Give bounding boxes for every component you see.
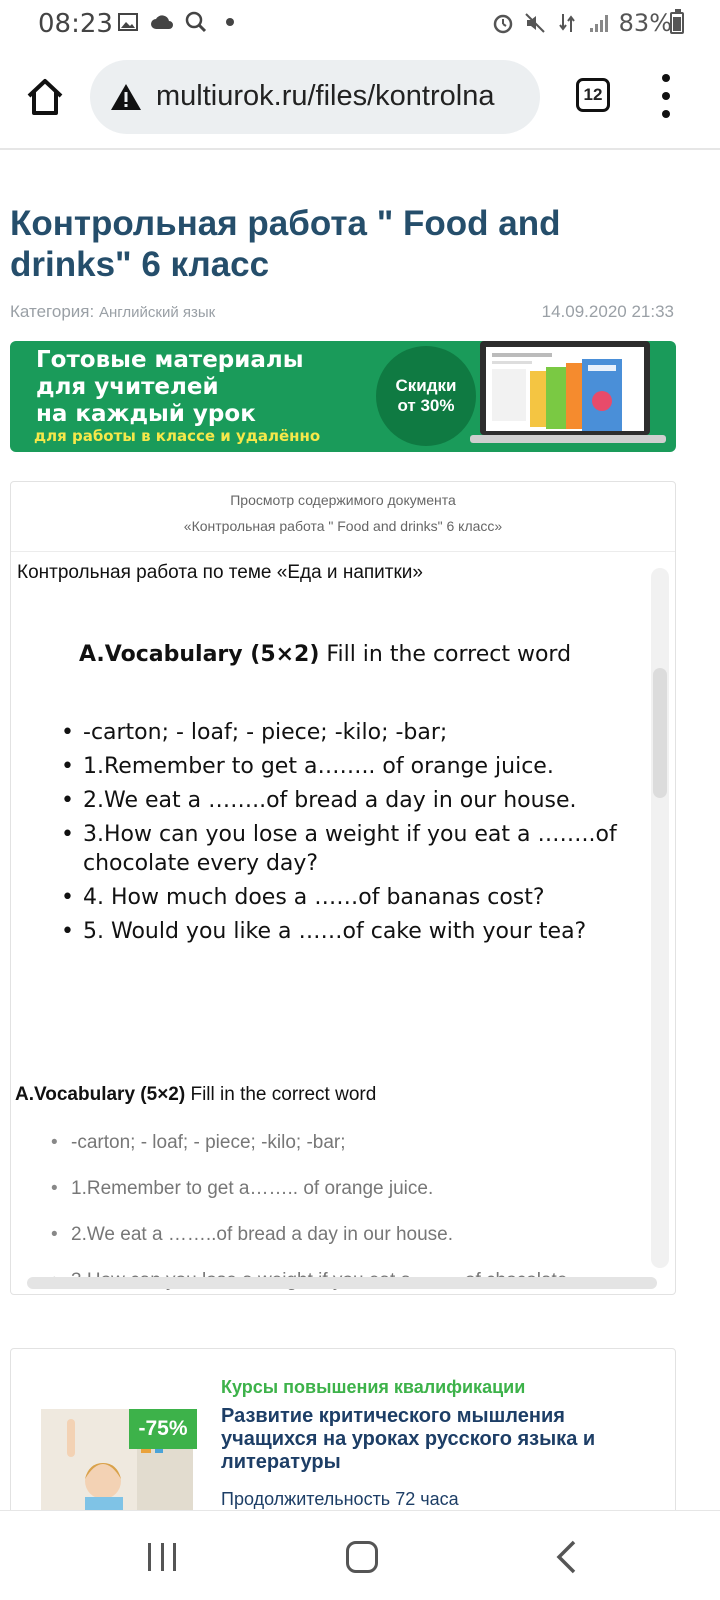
dot-icon (218, 10, 242, 34)
recents-button[interactable] (148, 1543, 176, 1571)
back-button[interactable] (554, 1539, 578, 1575)
article-meta (10, 302, 674, 326)
list-item: • -carton; - loaf; - piece; -kilo; -bar; (51, 1130, 641, 1156)
page-title: Контрольная работа " Food and drinks" 6 класс (10, 204, 561, 284)
horizontal-scrollbar[interactable] (27, 1277, 657, 1289)
course-category: Курсы повышения квалификации (221, 1377, 526, 1397)
address-bar[interactable] (90, 60, 540, 134)
list-item: • 2.We eat a ……..of bread a day in our house. (61, 786, 621, 815)
viewer-header-label: Просмотр содержимого документа (230, 492, 456, 508)
battery-icon (670, 12, 684, 34)
list-item: • 2.We eat a ……..of bread a day in our house. (51, 1222, 641, 1248)
list-item: • 5. Would you like a ……of cake with your tea? (61, 917, 621, 946)
viewer-header-title: «Контрольная работа " Food and drinks" 6 класс» (183, 518, 503, 534)
list-item: • -carton; - loaf; - piece; -kilo; -bar; (61, 718, 621, 747)
promo-banner[interactable] (10, 341, 676, 452)
signal-icon (587, 11, 611, 35)
vertical-scrollbar[interactable] (651, 568, 669, 1268)
category-label: Категория: (10, 302, 95, 321)
category-link[interactable]: Английский язык (98, 304, 216, 321)
course-title[interactable]: Развитие критического мышления учащихся на уроках русского языка и литературы (221, 1405, 596, 1473)
document-content[interactable] (11, 552, 651, 1272)
list-item: • 1.Remember to get a…….. of orange juice. (51, 1176, 641, 1202)
document-viewer (10, 481, 676, 1295)
list-item: • 4. How much does a ……of bananas cost? (61, 883, 621, 912)
banner-line-1: Готовые материалы (36, 347, 304, 373)
discount-line-2: от 30% (397, 396, 455, 415)
battery-text: 83% (618, 9, 672, 37)
tab-switcher-button[interactable]: 12 (576, 78, 610, 112)
list-item: • 1.Remember to get a…….. of orange juice. (61, 752, 621, 781)
embedded-image (11, 612, 651, 1042)
data-icon (555, 11, 579, 35)
browser-toolbar (0, 46, 720, 150)
status-bar (0, 0, 720, 46)
home-nav-button[interactable] (346, 1541, 378, 1573)
system-nav-bar (0, 1510, 720, 1600)
discount-circle (376, 346, 476, 446)
image-icon (116, 10, 140, 34)
status-time: 08:23 (38, 9, 113, 39)
warning-icon (110, 82, 142, 112)
mute-icon (523, 11, 547, 35)
laptop-illustration (470, 341, 666, 445)
banner-line-4: для работы в классе и удалённо (34, 427, 321, 445)
search-icon (184, 10, 208, 34)
home-icon (24, 76, 66, 118)
vocabulary-heading: A.Vocabulary (5×2) Fill in the correct word (79, 642, 572, 667)
publish-date: 14.09.2020 21:33 (541, 302, 674, 321)
vocabulary-list (61, 718, 621, 951)
banner-line-3: на каждый урок (36, 401, 256, 427)
url-text: multiurok.ru/files/kontrolna (156, 80, 495, 112)
vocabulary-heading-text: A.Vocabulary (5×2) Fill in the correct word (15, 1084, 377, 1105)
cloud-icon (150, 10, 174, 34)
banner-line-2: для учителей (36, 374, 219, 400)
browser-menu-button[interactable] (656, 74, 676, 118)
course-card[interactable] (10, 1348, 676, 1528)
discount-line-1: Скидки (395, 376, 457, 395)
discount-badge: -75% (129, 1409, 197, 1449)
alarm-icon (491, 11, 515, 35)
scroll-thumb[interactable] (653, 668, 667, 798)
viewer-header (11, 482, 675, 552)
home-button[interactable] (24, 76, 66, 118)
list-item: • 3.How can you lose a weight if you eat a ……..of chocolate every day? (61, 820, 621, 878)
course-duration: Продолжительность 72 часа (221, 1489, 459, 1509)
document-heading: Контрольная работа по теме «Еда и напитки» (17, 562, 423, 583)
